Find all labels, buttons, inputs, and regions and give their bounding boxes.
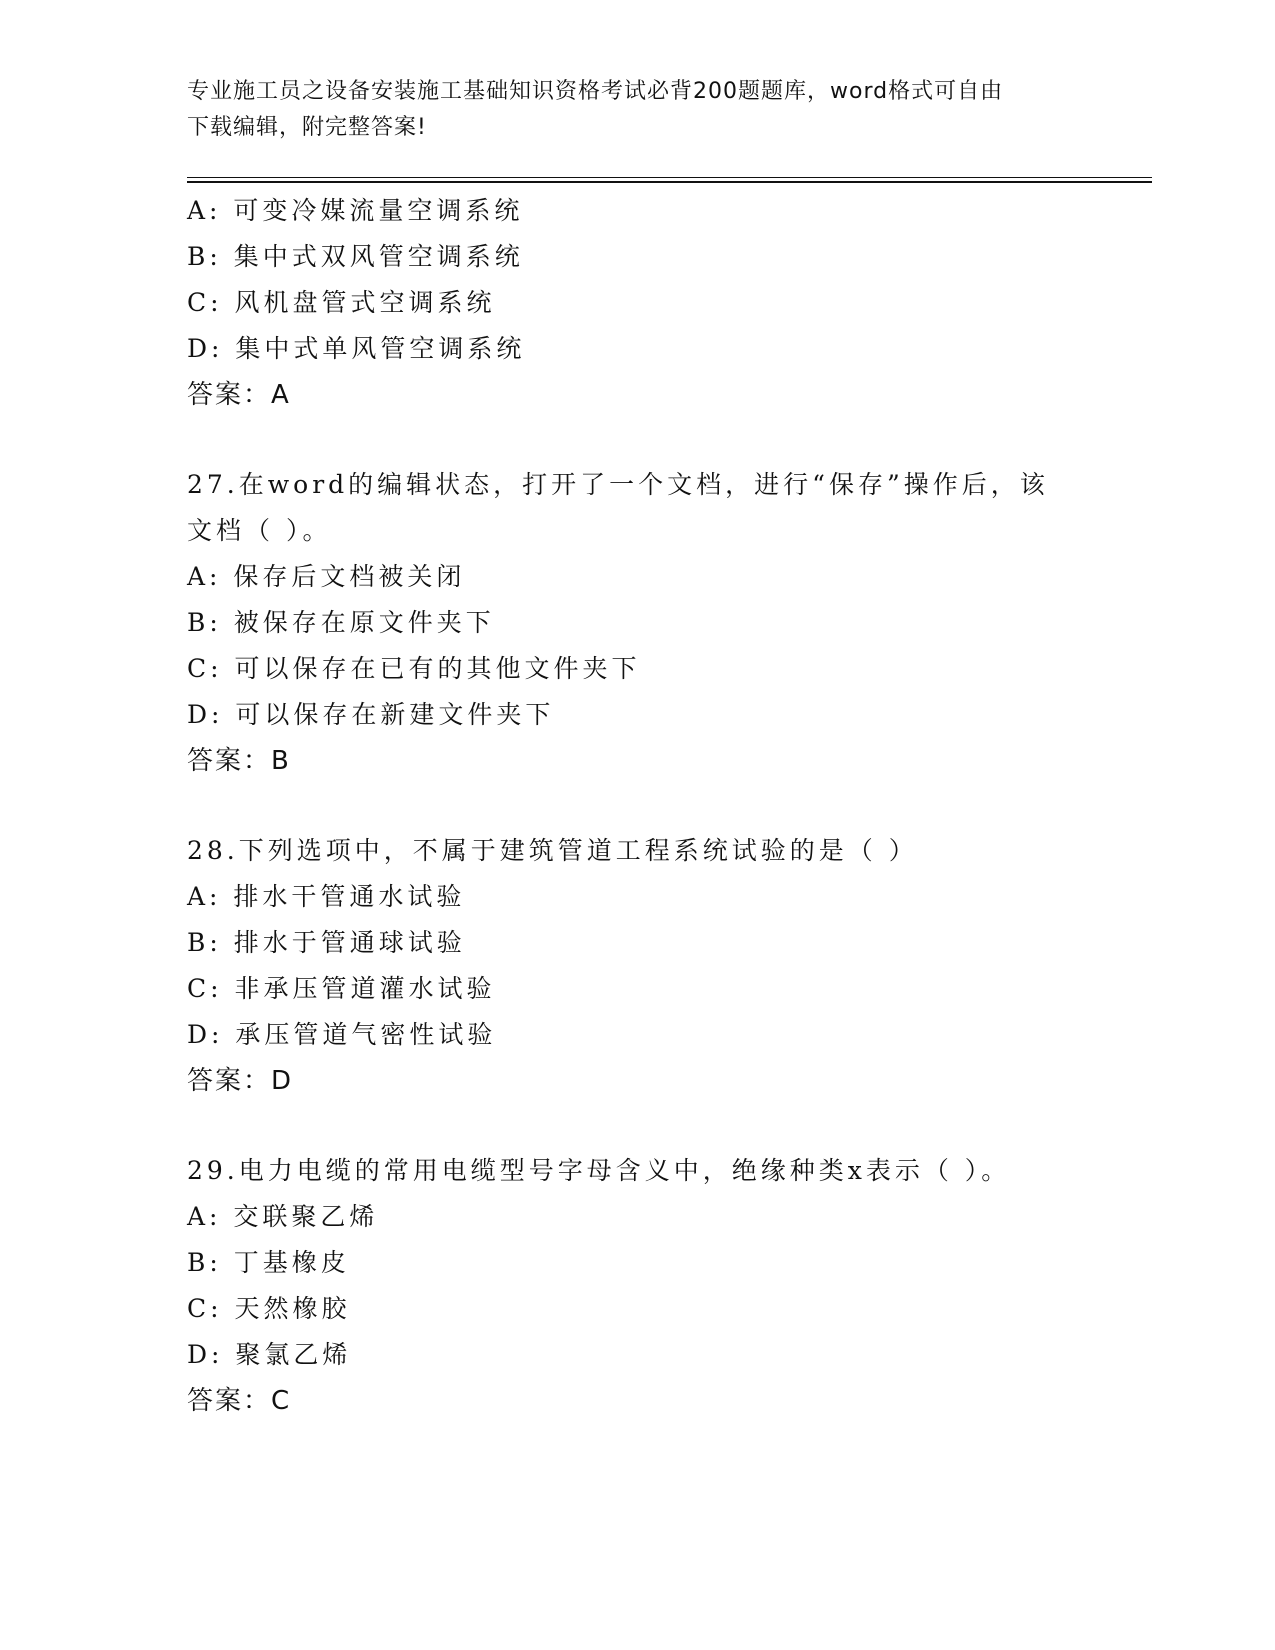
option-c: C: 可以保存在已有的其他文件夹下 bbox=[187, 654, 641, 683]
answer: 答案：B bbox=[187, 746, 291, 776]
header-line-2: 下载编辑，附完整答案! bbox=[187, 115, 427, 140]
question-27-block bbox=[187, 462, 1087, 784]
option-d: D: 可以保存在新建文件夹下 bbox=[187, 700, 555, 729]
answer: 答案：A bbox=[187, 380, 291, 410]
question-28-block bbox=[187, 828, 1087, 1104]
header-divider-thin bbox=[187, 177, 1152, 178]
question-text-line-1: 27.在word的编辑状态，打开了一个文档，进行“保存”操作后，该 bbox=[187, 470, 1049, 499]
document-header bbox=[187, 74, 1087, 146]
option-a: A: 交联聚乙烯 bbox=[187, 1202, 379, 1231]
option-c: C: 天然橡胶 bbox=[187, 1294, 351, 1323]
answer: 答案：D bbox=[187, 1066, 294, 1096]
option-a: A: 排水干管通水试验 bbox=[187, 882, 466, 911]
option-c: C: 风机盘管式空调系统 bbox=[187, 288, 496, 317]
option-d: D: 承压管道气密性试验 bbox=[187, 1020, 497, 1049]
question-text-line-1: 28.下列选项中，不属于建筑管道工程系统试验的是（ ） bbox=[187, 836, 918, 865]
option-b: B: 排水于管通球试验 bbox=[187, 928, 466, 957]
option-b: B: 集中式双风管空调系统 bbox=[187, 242, 524, 271]
option-a: A: 可变冷媒流量空调系统 bbox=[187, 196, 524, 225]
option-b: B: 丁基橡皮 bbox=[187, 1248, 350, 1277]
question-text-line-1: 29.电力电缆的常用电缆型号字母含义中，绝缘种类x表示（ ）。 bbox=[187, 1156, 1011, 1185]
header-line-1: 专业施工员之设备安装施工基础知识资格考试必背200题题库，word格式可自由 bbox=[187, 79, 1004, 104]
question-text-line-2: 文档（ ）。 bbox=[187, 516, 332, 545]
option-c: C: 非承压管道灌水试验 bbox=[187, 974, 496, 1003]
document-body bbox=[187, 188, 1087, 1424]
option-b: B: 被保存在原文件夹下 bbox=[187, 608, 495, 637]
question-26-block bbox=[187, 188, 1087, 418]
question-29-block bbox=[187, 1148, 1087, 1424]
answer: 答案：C bbox=[187, 1386, 292, 1416]
header-divider-thick bbox=[187, 181, 1152, 183]
option-d: D: 聚氯乙烯 bbox=[187, 1340, 352, 1369]
option-a: A: 保存后文档被关闭 bbox=[187, 562, 466, 591]
option-d: D: 集中式单风管空调系统 bbox=[187, 334, 526, 363]
